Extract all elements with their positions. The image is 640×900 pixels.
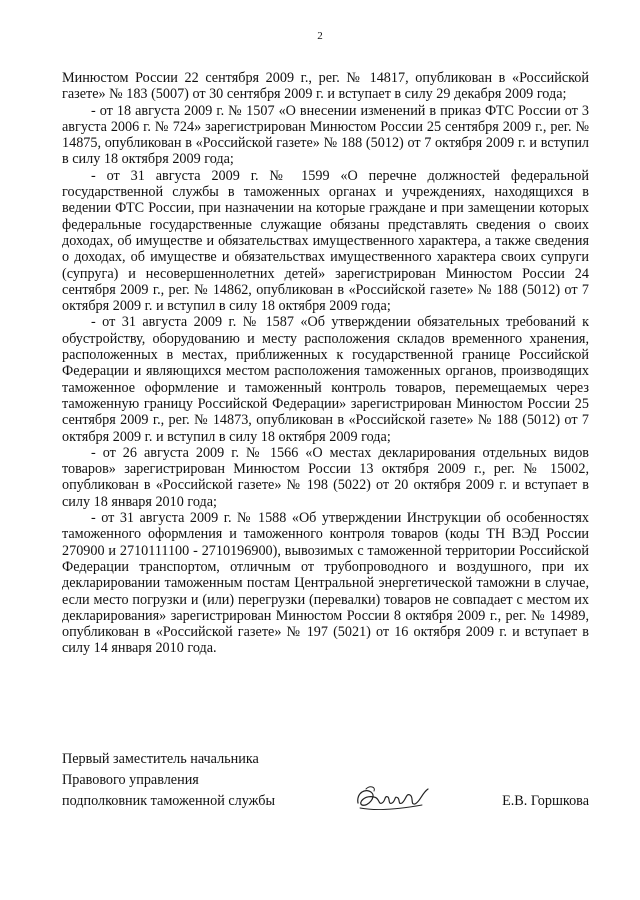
page-number: 2 <box>317 30 323 42</box>
document-body <box>62 70 589 657</box>
signature-block <box>62 749 589 812</box>
paragraph-order-1599: - от 31 августа 2009 г. № 1599 «О перечне должностей федеральной государственной службы в таможенных органах и учреждениях, находящихся в ведении ФТС России, при назначении на которые граждане и при замещении которых федеральные государственные служащие обязаны представлять сведения о своих доходах, об имуществе и обязательствах имущественного характера, а также сведения о доходах, об имуществе и обязательствах имущественного характера своих супруги (супруга) и несовершеннолетних детей» зарегистрирован Минюстом России 24 сентября 2009 г., рег. № 14862, опубликован в «Российской газете» № 188 (5012) от 7 октября 2009 г. и вступил в силу 18 октября 2009 года; <box>62 167 589 315</box>
paragraph-order-1588: - от 31 августа 2009 г. № 1588 «Об утверждении Инструкции об особенностях таможенного оформления и таможенного контроля товаров (коды ТН ВЭД России 270900 и 2710111100 - 2710196900), вывозимых с таможенной территории Российской Федерации транспортом, отличным от трубопроводного и воздушного, при их декларировании таможенным постам Центральной энергетической таможни в случае, если место погрузки и (или) перегрузки (перевалки) товаров не совпадает с местом их декларирования» зарегистрирован Минюстом России 8 октября 2009 г., рег. № 14989, опубликован в «Российской газете» № 197 (5021) от 16 октября 2009 г. и вступает в силу 14 января 2010 года. <box>62 510 589 657</box>
paragraph-order-1507: - от 18 августа 2009 г. № 1507 «О внесении изменений в приказ ФТС России от 3 августа 2006 г. № 724» зарегистрирован Минюстом России 25 сентября 2009 г., рег. № 14875, опубликован в «Российской газете» № 188 (5012) от 7 октября 2009 г. и вступил в силу 18 октября 2009 года; <box>62 102 589 168</box>
paragraph-order-1587: - от 31 августа 2009 г. № 1587 «Об утверждении обязательных требований к обустройству, оборудованию и месту расположения складов временного хранения, расположенных в местах, приближенных к государственной границе Российской Федерации и являющихся местом расположения таможенных органов, производящих таможенное оформление и таможенный контроль товаров, перемещаемых через таможенную границу Российской Федерации» зарегистрирован Минюстом России 25 сентября 2009 г., рег. № 14873, опубликован в «Российской газете» № 188 (5012) от 7 октября 2009 г. и вступил в силу 18 октября 2009 года; <box>62 314 589 445</box>
signatory-rank: подполковник таможенной службы <box>62 793 276 809</box>
paragraph-order-1566: - от 26 августа 2009 г. № 1566 «О местах декларирования отдельных видов товаров» зарегистрирован Минюстом России 13 октября 2009 г., рег. № 15002, опубликован в «Российской газете» № 198 (5022) от 20 октября 2009 г. и вступает в силу 18 января 2010 года; <box>62 444 589 510</box>
paragraph-continuation: Минюстом России 22 сентября 2009 г., рег. № 14817, опубликован в «Российской газете» № 183 (5007) от 30 сентября 2009 г. и вступает в силу 29 декабря 2009 года; <box>62 70 589 103</box>
signatory-name: Е.В. Горшкова <box>502 793 589 809</box>
signatory-position: Первый заместитель начальника <box>62 751 259 767</box>
signatory-department: Правового управления <box>62 772 199 788</box>
handwritten-signature <box>352 781 432 815</box>
